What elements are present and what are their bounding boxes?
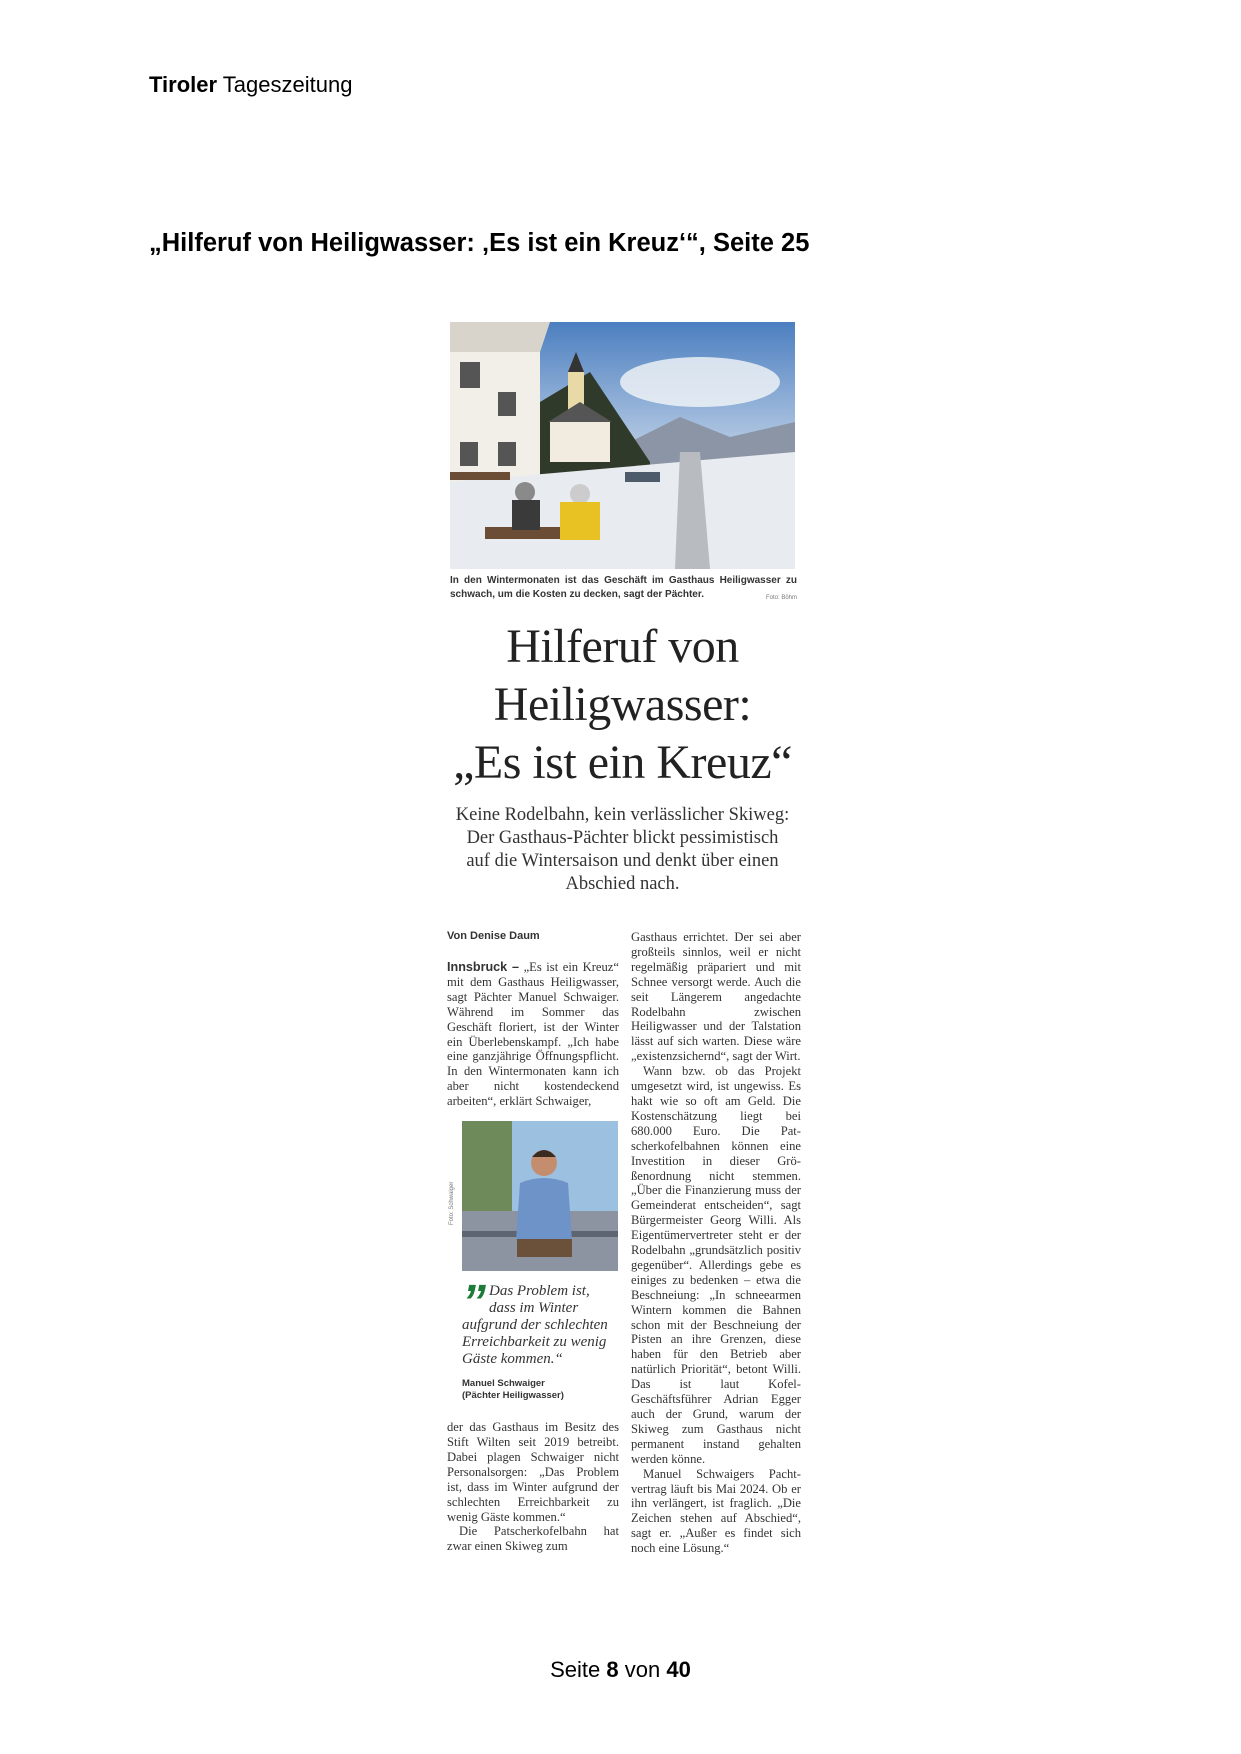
article-column-left-top	[447, 960, 619, 1109]
portrait-figure	[447, 1121, 619, 1271]
article-column-left	[447, 960, 619, 1554]
dateline: Innsbruck –	[447, 960, 520, 974]
publication-name	[149, 72, 352, 98]
headline-line: „Es ist ein Kreuz“	[453, 736, 792, 789]
pull-quote	[462, 1276, 619, 1368]
article-headline	[420, 618, 825, 792]
paragraph: Gasthaus errichtet. Der sei aber großteils sinnlos, weil er nicht regelmäßig präpariert und mit Schnee versorgt werde. Auch die seit Längerem angedachte Rodelbahn zwischen Heiligwasser und der Talstation lässt auf sich warten. Diese wäre „existenzsichernd“, sagt der Wirt.	[631, 930, 801, 1064]
paragraph: Wann bzw. ob das Projekt umgesetzt wird, ist ungewiss. Es hakt wie so oft am Geld. Die Kostenschätzung liegt bei 680.000 Euro. Die Patscherkofelbahnen können eine Investition in dieser Größenordnung nicht stemmen. „Über die Finanzierung muss der Gemeinderat entscheiden“, sagt Bürgermeister Georg Willi. Als Eigentümervertreter steht er der Rodelbahn „grundsätzlich positiv gegenüber“. Allerdings gebe es einiges zu bedenken – etwa die Beschneiung: „In schneearmen Wintern kommen die Bahnen schon mit der Beschneiung der Pisten an ihre Grenzen, diese haben für den Betrieb aber natürlich Priorität“, betont Willi. Das ist laut Kofel-Geschäftsführer Adrian Egger auch der Grund, warum der Skiweg zum Gasthaus nicht permanent instand gehalten werden könne.	[631, 1064, 801, 1466]
footer-prefix: Seite	[550, 1657, 601, 1682]
headline-line: Hilferuf von	[506, 620, 739, 673]
page-footer	[0, 1657, 1241, 1683]
headline-block	[420, 618, 825, 896]
paragraph: Die Patscherkofelbahn hat zwar einen Skiweg zum	[447, 1524, 619, 1554]
article-subhead: Keine Rodelbahn, kein verlässlicher Skiweg: Der Gasthaus-Pächter blickt pessimistisch auf die Wintersaison und denkt über einen Abschied nach.	[455, 805, 790, 894]
headline-line: Heiligwasser:	[493, 678, 752, 731]
quote-author: Manuel Schwaiger	[462, 1378, 545, 1390]
quote-mark-icon: ”	[462, 1276, 483, 1330]
caption-text: In den Wintermonaten ist das Geschäft im Gasthaus Heiligwasser zu schwach, um die Kosten zu decken, sagt der Pächter.	[450, 575, 797, 600]
photo-caption	[450, 574, 797, 605]
masthead-bold: Tiroler	[149, 72, 218, 97]
quote-author-role: (Pächter Heiligwasser)	[462, 1390, 564, 1402]
portrait-credit: Foto: Schwaiger	[449, 1181, 455, 1226]
byline: Von Denise Daum	[447, 930, 540, 942]
article-column-right	[631, 930, 801, 1556]
document-heading: „Hilferuf von Heiligwasser: ‚Es ist ein Kreuz‘“, Seite 25	[149, 229, 810, 257]
quote-text: Das Problem ist, dass im Winter aufgrund der schlechten Erreichbarkeit zu wenig Gäste kommen.“	[462, 1283, 608, 1368]
article-photo	[450, 322, 795, 569]
paragraph: „Es ist ein Kreuz“ mit dem Gasthaus Heiligwasser, sagt Pächter Manuel Schwaiger. Während im Sommer das Geschäft floriert, ist der Winter ein Überlebenskampf. „Ich habe eine ganzjährige Öffnungspflicht. In den Wintermonaten kann ich aber nicht kostendeckend arbeiten“, erklärt Schwaiger,	[447, 960, 619, 1109]
page-total: 40	[666, 1657, 691, 1682]
article-column-left-bottom	[447, 1420, 619, 1554]
paragraph: der das Gasthaus im Besitz des Stift Wilten seit 2019 betreibt. Dabei plagen Schwaiger nicht Personalsorgen: „Das Problem ist, dass im Winter aufgrund der schlechten Erreichbarkeit zu wenig Gäste kommen.“	[447, 1420, 619, 1524]
footer-of: von	[624, 1657, 661, 1682]
masthead-regular: Tageszeitung	[222, 72, 353, 97]
portrait-photo	[462, 1121, 618, 1271]
page-number: 8	[606, 1657, 619, 1682]
photo-credit: Foto: Böhm	[765, 595, 797, 601]
paragraph: Manuel Schwaigers Pachtvertrag läuft bis Mai 2024. Ob er ihn verlängert, ist fraglich. „Die Zeichen stehen auf Abschied“, sagt er. „Außer es findet sich noch eine Lösung.“	[631, 1466, 801, 1556]
quote-attribution	[462, 1378, 619, 1402]
